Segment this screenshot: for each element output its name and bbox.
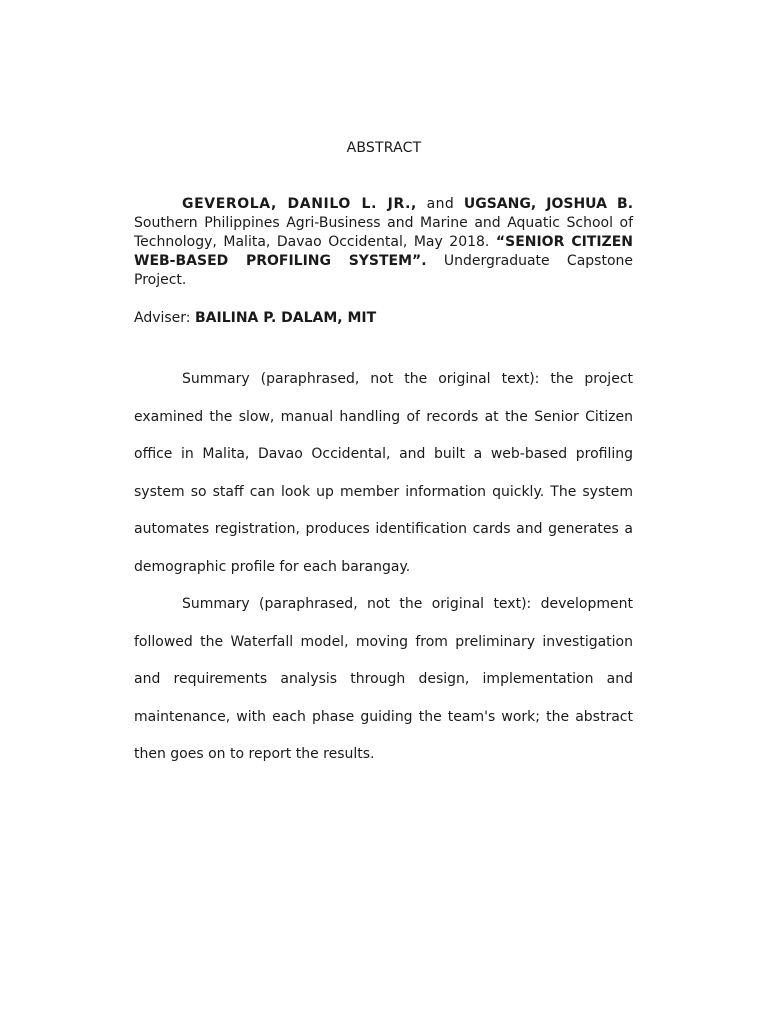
abstract-body [134, 361, 633, 774]
adviser-name: BAILINA P. DALAM, MIT [194, 310, 377, 326]
first-author: GEVEROLA, DANILO L. JR., [182, 196, 417, 212]
second-author: UGSANG, JOSHUA B. [463, 196, 634, 212]
project-title: “SENIOR CITIZEN WEB-BASED PROFILING SYSTEM”. [134, 234, 633, 269]
author-conjunction: and [426, 196, 455, 212]
adviser-label: Adviser: [134, 310, 191, 326]
adviser-line [134, 310, 633, 326]
abstract-title: ABSTRACT [346, 140, 422, 156]
project-type: Undergraduate Capstone Project. [134, 253, 633, 288]
institution-and-date: Southern Philippines Agri-Business and Marine and Aquatic School of Technology, Malita, Davao Occidental, May 2018. [134, 215, 633, 250]
body-summary-paragraph-2: Summary (paraphrased, not the original text): development followed the Waterfall model, moving from preliminary investigation and requirements analysis through design, implementation and maintenance, with each phase guiding the team's work; the abstract then goes on to report the results. [134, 596, 633, 762]
body-summary-paragraph-1: Summary (paraphrased, not the original text): the project examined the slow, manual handling of records at the Senior Citizen office in Malita, Davao Occidental, and built a web-based profiling system so staff can look up member information quickly. The system automates registration, produces identification cards and generates a demographic profile for each barangay. [134, 371, 633, 575]
citation-block [134, 195, 633, 290]
